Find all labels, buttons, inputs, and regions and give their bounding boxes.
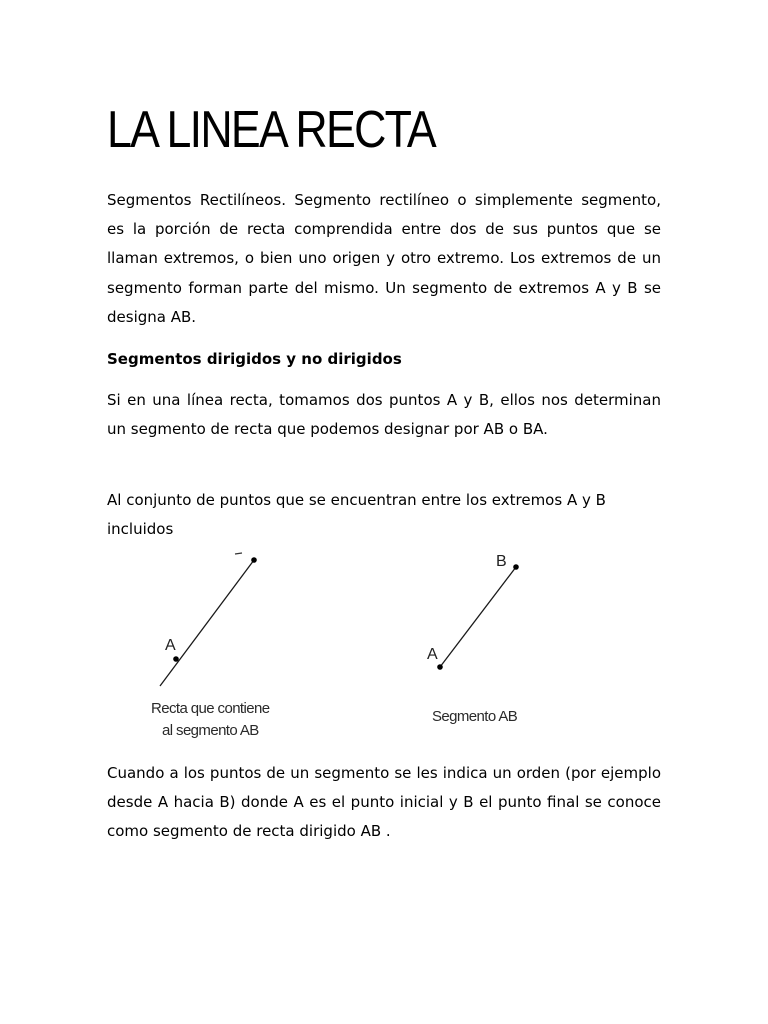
segment-point-b-dot [513, 564, 519, 570]
point-b-label-fragment [235, 553, 242, 554]
paragraph-segmento-dirigido: Cuando a los puntos de un segmento se les indica un orden (por ejemplo desde A hacia B) donde A es el punto inicial y B el punto final se conoce como segmento de recta dirigido AB . [107, 764, 661, 841]
segment-figure [130, 548, 570, 744]
segment-point-b-label: B [496, 553, 507, 570]
segment-caption: Segmento AB [432, 708, 518, 725]
segment-ab-diagram [427, 553, 519, 725]
paragraph-segmentos-rectilineos: Segmentos Rectilíneos. Segmento rectilíneo o simplemente segmento, es la porción de recta comprendida entre dos de sus puntos que se llaman extremos, o bien uno origen y otro extremo. Los extremos de un segmento forman parte del mismo. Un segmento de extremos A y B se designa AB. [107, 191, 661, 326]
segment-diagram [130, 548, 570, 744]
point-a-dot [173, 656, 179, 662]
segment-point-a-dot [437, 664, 443, 670]
section-heading: Segmentos dirigidos y no dirigidos [107, 350, 402, 368]
line-caption-2: al segmento AB [162, 722, 259, 739]
point-b-dot [251, 557, 257, 563]
straight-line [160, 560, 254, 686]
line-diagram [151, 553, 270, 739]
page-title: LA LINEA RECTA [107, 101, 436, 159]
point-a-label: A [165, 637, 176, 654]
paragraph-conjunto-de-puntos: Al conjunto de puntos que se encuentran entre los extremos A y B incluidos [107, 491, 606, 539]
line-caption-1: Recta que contiene [151, 700, 270, 717]
paragraph-puntos-a-b: Si en una línea recta, tomamos dos puntos A y B, ellos nos determinan un segmento de recta que podemos designar por AB o BA. [107, 391, 661, 439]
segment-point-a-label: A [427, 646, 438, 663]
segment-ab-line [440, 567, 516, 667]
